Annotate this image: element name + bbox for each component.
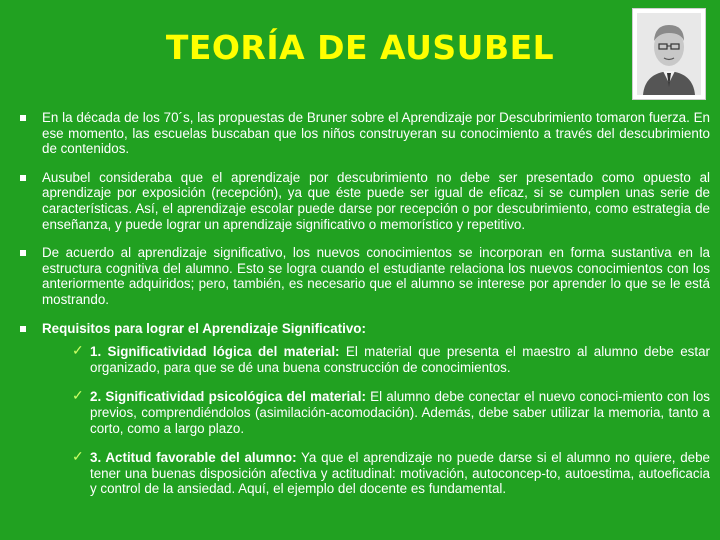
requirements-section (18, 321, 710, 337)
portrait-illustration (637, 13, 701, 95)
requirement-item (72, 344, 710, 375)
square-bullet-icon (20, 115, 26, 121)
requirement-item (72, 389, 710, 436)
slide-body (18, 110, 710, 511)
square-bullet-icon (20, 175, 26, 181)
requirement-title: 1. Significatividad lógica del material: (90, 344, 340, 360)
checkmark-icon: ✓ (72, 387, 84, 404)
requirement-item (72, 450, 710, 497)
requirement-text: Ya que el aprendizaje no puede darse si el alumno no quiere, debe tener una buenas disposición afectiva y actitudinal: motivación, autoconcep-to, autoestima, autoeficacia y control de la ansiedad. Aquí, el ejemplo del docente es fundamental. (90, 450, 710, 497)
paragraph-bruner (18, 110, 710, 157)
paragraph-significativo (18, 245, 710, 307)
checkmark-icon: ✓ (72, 448, 84, 465)
requirement-text: El alumno debe conectar el nuevo conoci-miento con los previos, comprendiéndolos (asimilación-acomodación). Además, debe saber utilizar la memoria, tanto a corto, como a largo plazo. (90, 389, 711, 436)
requirement-title: 3. Actitud favorable del alumno: (90, 450, 297, 466)
requirements-heading: Requisitos para lograr el Aprendizaje Significativo: (42, 320, 366, 336)
requirement-title: 2. Significatividad psicológica del material: (90, 389, 366, 405)
paragraph-text: Ausubel consideraba que el aprendizaje por descubrimiento no debe ser presentado como opuesto al aprendizaje por exposición (recepción), ya que éste puede ser igual de eficaz, si se cumplen unas serie de características. Así, el aprendizaje escolar puede darse por recepción o por descubrimiento, como estrategia de enseñanza, y puede lograr un aprendizaje significativo o memorístico y repetitivo. (42, 169, 710, 232)
paragraph-text: En la década de los 70´s, las propuestas de Bruner sobre el Aprendizaje por Descubrimiento tomaron fuerza. En ese momento, las escuelas buscaban que los niños construyeran su conocimiento a través del descubrimiento de contenidos. (42, 110, 710, 157)
paragraph-text: De acuerdo al aprendizaje significativo, los nuevos conocimientos se incorporan en forma sustantiva en la estructura cognitiva del alumno. Esto se logra cuando el estudiante relaciona los nuevos conocimientos con los anteriormente adquiridos; pero, también, es necesario que el alumno se interese por aprender lo que se le está mostrando. (42, 245, 710, 307)
requirement-text: El material que presenta el maestro al alumno debe estar organizado, para que se dé una buena construcción de conocimientos. (90, 344, 710, 375)
square-bullet-icon (20, 250, 26, 256)
paragraph-ausubel (18, 170, 710, 232)
slide-title: TEORÍA DE AUSUBEL (165, 28, 555, 67)
portrait-photo (632, 8, 706, 100)
checkmark-icon: ✓ (72, 342, 84, 359)
square-bullet-icon (20, 326, 26, 332)
